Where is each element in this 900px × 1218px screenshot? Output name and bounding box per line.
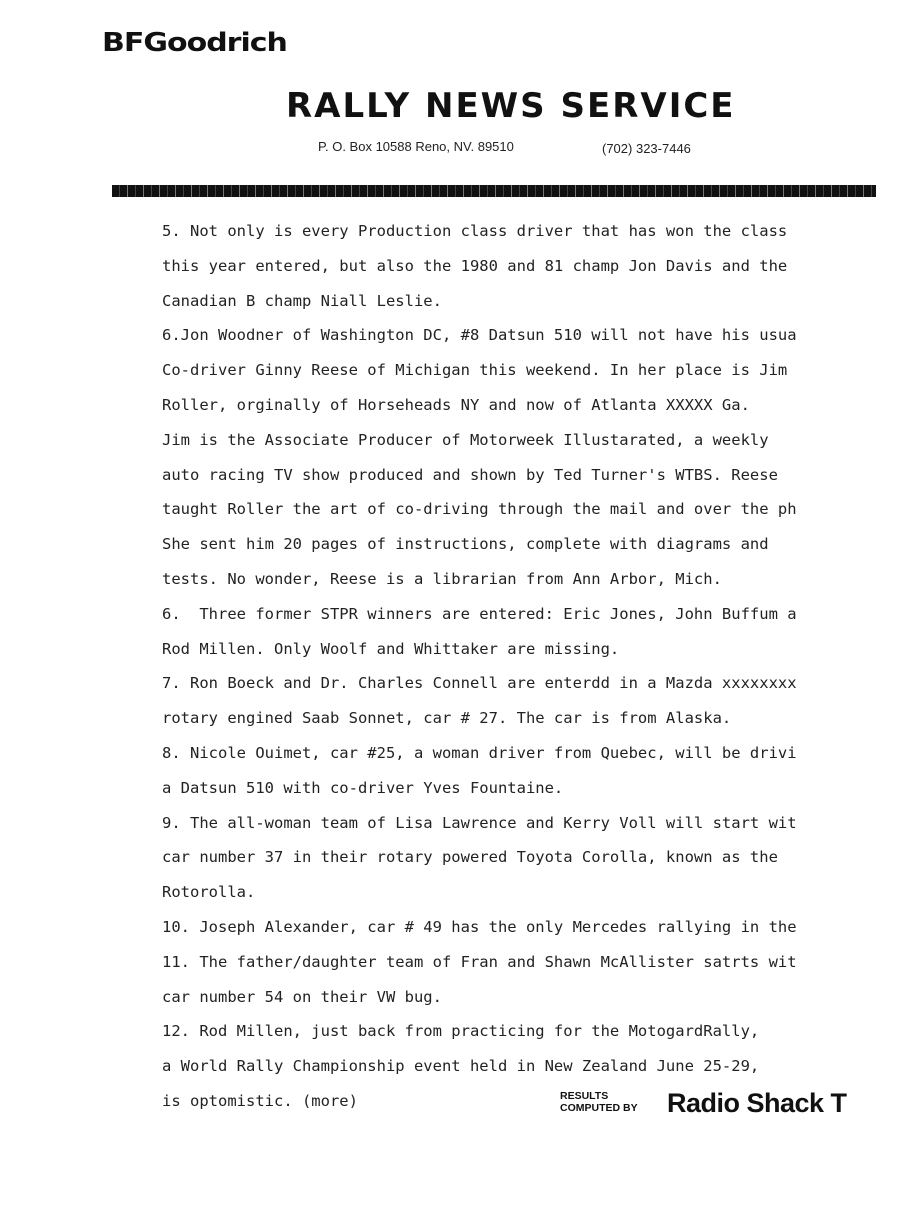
- text-line: rotary engined Saab Sonnet, car # 27. The car is from Alaska.: [162, 709, 732, 728]
- phone-number: (702) 323-7446: [602, 141, 691, 156]
- text-line: 6. Three former STPR winners are entered: Eric Jones, John Buffum a: [162, 604, 797, 623]
- text-line: a World Rally Championship event held in New Zealand June 25-29,: [162, 1057, 760, 1076]
- text-line: auto racing TV show produced and shown by Ted Turner's WTBS. Reese: [162, 465, 778, 484]
- text-line: car number 37 in their rotary powered Toyota Corolla, known as the: [162, 848, 778, 867]
- text-line: She sent him 20 pages of instructions, complete with diagrams and: [162, 535, 769, 554]
- text-line: this year entered, but also the 1980 and 81 champ Jon Davis and the: [162, 256, 788, 275]
- text-line: 8. Nicole Ouimet, car #25, a woman driver from Quebec, will be drivi: [162, 743, 797, 762]
- text-line: 6.Jon Woodner of Washington DC, #8 Datsun 510 will not have his usua: [162, 326, 797, 345]
- text-line: 10. Joseph Alexander, car # 49 has the only Mercedes rallying in the: [162, 917, 797, 936]
- text-line: Rotorolla.: [162, 883, 256, 902]
- text-line: Roller, orginally of Horseheads NY and now of Atlanta XXXXX Ga.: [162, 395, 750, 414]
- text-line: Jim is the Associate Producer of Motorweek Illustarated, a weekly: [162, 430, 769, 449]
- text-line: 11. The father/daughter team of Fran and Shawn McAllister satrts wit: [162, 952, 797, 971]
- text-line: 5. Not only is every Production class driver that has won the class: [162, 222, 788, 240]
- results-computed-by-label: [560, 1090, 638, 1114]
- text-line: car number 54 on their VW bug.: [162, 987, 442, 1006]
- radio-shack-logo: Radio Shack T: [667, 1088, 847, 1118]
- bfgoodrich-logo: BFGoodrich: [102, 28, 287, 58]
- text-line: Co-driver Ginny Reese of Michigan this weekend. In her place is Jim: [162, 361, 788, 380]
- text-line: a Datsun 510 with co-driver Yves Fountaine.: [162, 778, 564, 797]
- article-body: [162, 214, 876, 1119]
- text-line: taught Roller the art of co-driving through the mail and over the ph: [162, 500, 797, 519]
- computed-by-label-line: COMPUTED BY: [560, 1102, 638, 1114]
- text-line: 9. The all-woman team of Lisa Lawrence and Kerry Voll will start wit: [162, 813, 797, 832]
- text-line: Rod Millen. Only Woolf and Whittaker are missing.: [162, 639, 620, 658]
- text-line: 7. Ron Boeck and Dr. Charles Connell are enterdd in a Mazda xxxxxxxx: [162, 674, 797, 693]
- text-line: tests. No wonder, Reese is a librarian from Ann Arbor, Mich.: [162, 569, 722, 588]
- results-label-line: RESULTS: [560, 1090, 609, 1102]
- text-line: 12. Rod Millen, just back from practicing for the MotogardRally,: [162, 1022, 760, 1041]
- text-line: is optomistic. (more): [162, 1091, 358, 1110]
- mailing-address: P. O. Box 10588 Reno, NV. 89510: [318, 139, 514, 154]
- text-line: Canadian B champ Niall Leslie.: [162, 291, 442, 310]
- masthead-title: RALLY NEWS SERVICE: [286, 86, 736, 126]
- header-rule: [112, 185, 876, 197]
